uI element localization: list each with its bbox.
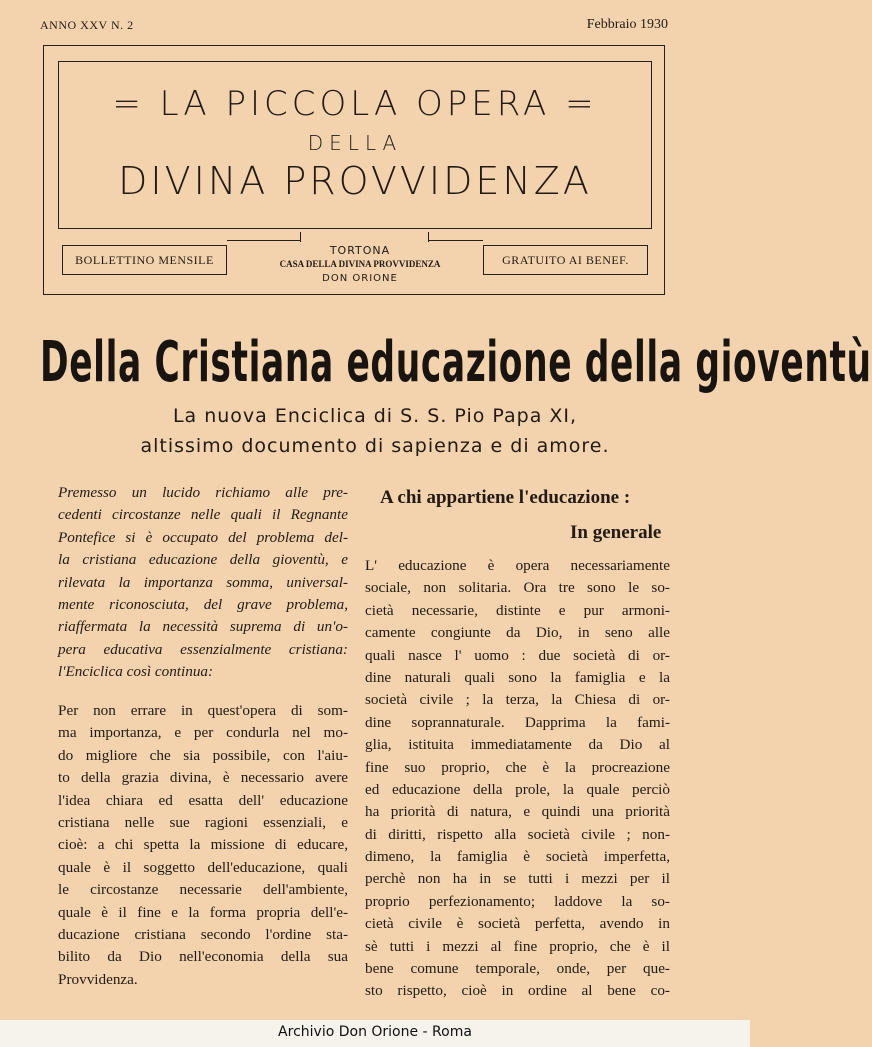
publisher-block — [262, 244, 458, 285]
masthead-title-line-2: DELLA — [307, 131, 403, 155]
text-line: ha priorità di natura, e quindi una priorità — [365, 803, 670, 821]
masthead-title-line-3: DIVINA PROVVIDENZA — [118, 159, 592, 203]
text-line: do migliore che sia possibile, con l'aiu- — [58, 746, 348, 764]
text-line: Premesso un lucido richiamo alle pre- — [58, 484, 348, 501]
text-line: cedenti circostanze nelle quali il Regnante — [58, 506, 348, 524]
text-line: cioè: a chi spetta la missione di educare, — [58, 836, 348, 854]
text-line: quali nasce l' uomo : due società di or- — [365, 646, 670, 664]
text-line: Pontefice si è occupato del problema del- — [58, 528, 348, 546]
text-line: Per non errare in quest'opera di som- — [58, 702, 348, 719]
text-line: sociale, non solitaria. Ora tre sono le so- — [365, 579, 670, 597]
text-line: ed educazione della prole, la quale perciò — [365, 780, 670, 798]
text-line: cietà necessarie, distinte e pur armoni- — [365, 601, 670, 619]
text-line: sto rispetto, cioè in ordine al bene co- — [365, 982, 670, 1000]
masthead-divider — [300, 232, 301, 242]
text-line: società civile ; la terza, la Chiesa di or- — [365, 691, 670, 709]
text-line: dine soprannaturale. Dapprima la fami- — [365, 713, 670, 731]
text-line: quale è il soggetto dell'educazione, quali — [58, 858, 348, 876]
publisher-city: TORTONA — [329, 244, 391, 257]
text-line: to della grazia divina, è necessario avere — [58, 769, 348, 787]
text-line: sè tutti i mezzi al fine proprio, che è il — [365, 937, 670, 955]
text-line: Provvidenza. — [58, 970, 138, 988]
text-line: bilito da Dio nell'economia della sua — [58, 948, 348, 966]
article-subtitle-1: La nuova Enciclica di S. S. Pio Papa XI, — [172, 405, 578, 427]
text-line: quale è il fine e la forma propria dell'e- — [58, 903, 348, 921]
text-line: cietà civile è società perfetta, avendo in — [365, 915, 670, 933]
text-line: mente riconosciuta, del grave problema, — [58, 595, 348, 613]
masthead-rule — [227, 240, 300, 241]
issue-date: Febbraio 1930 — [586, 17, 668, 32]
text-line: proprio perfezionamento; laddove la so- — [365, 892, 670, 910]
body-paragraph-right — [365, 555, 670, 1003]
publisher-founder: DON ORIONE — [322, 273, 398, 284]
subsection-heading: In generale — [570, 522, 662, 543]
text-line: perchè non ha in se tutti i mezzi per il — [365, 870, 670, 888]
article-subtitle-2: altissimo documento di sapienza e di amore. — [140, 435, 610, 457]
text-line: l'Enciclica così continua: — [58, 663, 214, 681]
text-line: ma importanza, e per condurla nel mo- — [58, 724, 348, 742]
archive-credit: Archivio Don Orione - Roma — [278, 1024, 472, 1040]
text-line: bene comune temporale, onde, per que- — [365, 960, 670, 978]
text-line: dimeno, la famiglia è società imperfetta, — [365, 848, 670, 866]
text-line: camente congiunte da Dio, in seno alle — [365, 624, 670, 642]
text-line: riaffermata la necessità suprema di un'o- — [58, 618, 348, 636]
intro-paragraph — [58, 482, 348, 684]
text-line: glia, istituita immediatamente da Dio al — [365, 736, 670, 754]
text-line: rilevata la importanza somma, universal- — [58, 573, 348, 591]
text-line: cristiana nelle sue ragioni essenziali, e — [58, 813, 348, 831]
text-line: di diritti, rispetto alla società civile ; non- — [365, 825, 670, 843]
masthead-title-line-1: = LA PICCOLA OPERA = — [112, 84, 598, 124]
text-line: L' educazione è opera necessariamente — [365, 557, 670, 574]
text-line: la cristiana educazione della gioventù, e — [58, 551, 348, 569]
section-heading: A chi appartiene l'educazione : — [380, 487, 631, 508]
text-line: l'idea chiara ed esatta dell' educazione — [58, 791, 348, 809]
article-headline: Della Cristiana educazione della gioventù — [40, 330, 872, 395]
body-paragraph-left — [58, 700, 348, 991]
masthead-rule — [428, 240, 483, 241]
text-line: ducazione cristiana secondo l'ordine sta- — [58, 925, 348, 943]
text-line: le circostanze necessarie dell'ambiente, — [58, 881, 348, 899]
text-line: pera educativa essenzialmente cristiana: — [58, 640, 348, 658]
bulletin-label: BOLLETTINO MENSILE — [62, 245, 227, 275]
free-distribution-label: GRATUITO AI BENEF. — [483, 245, 648, 275]
issue-number: ANNO XXV N. 2 — [40, 18, 134, 32]
publisher-house: CASA DELLA DIVINA PROVVIDENZA — [279, 259, 441, 269]
text-line: fine suo proprio, che è la procreazione — [365, 758, 670, 776]
text-line: dine naturali quali sono la famiglia e la — [365, 668, 670, 686]
